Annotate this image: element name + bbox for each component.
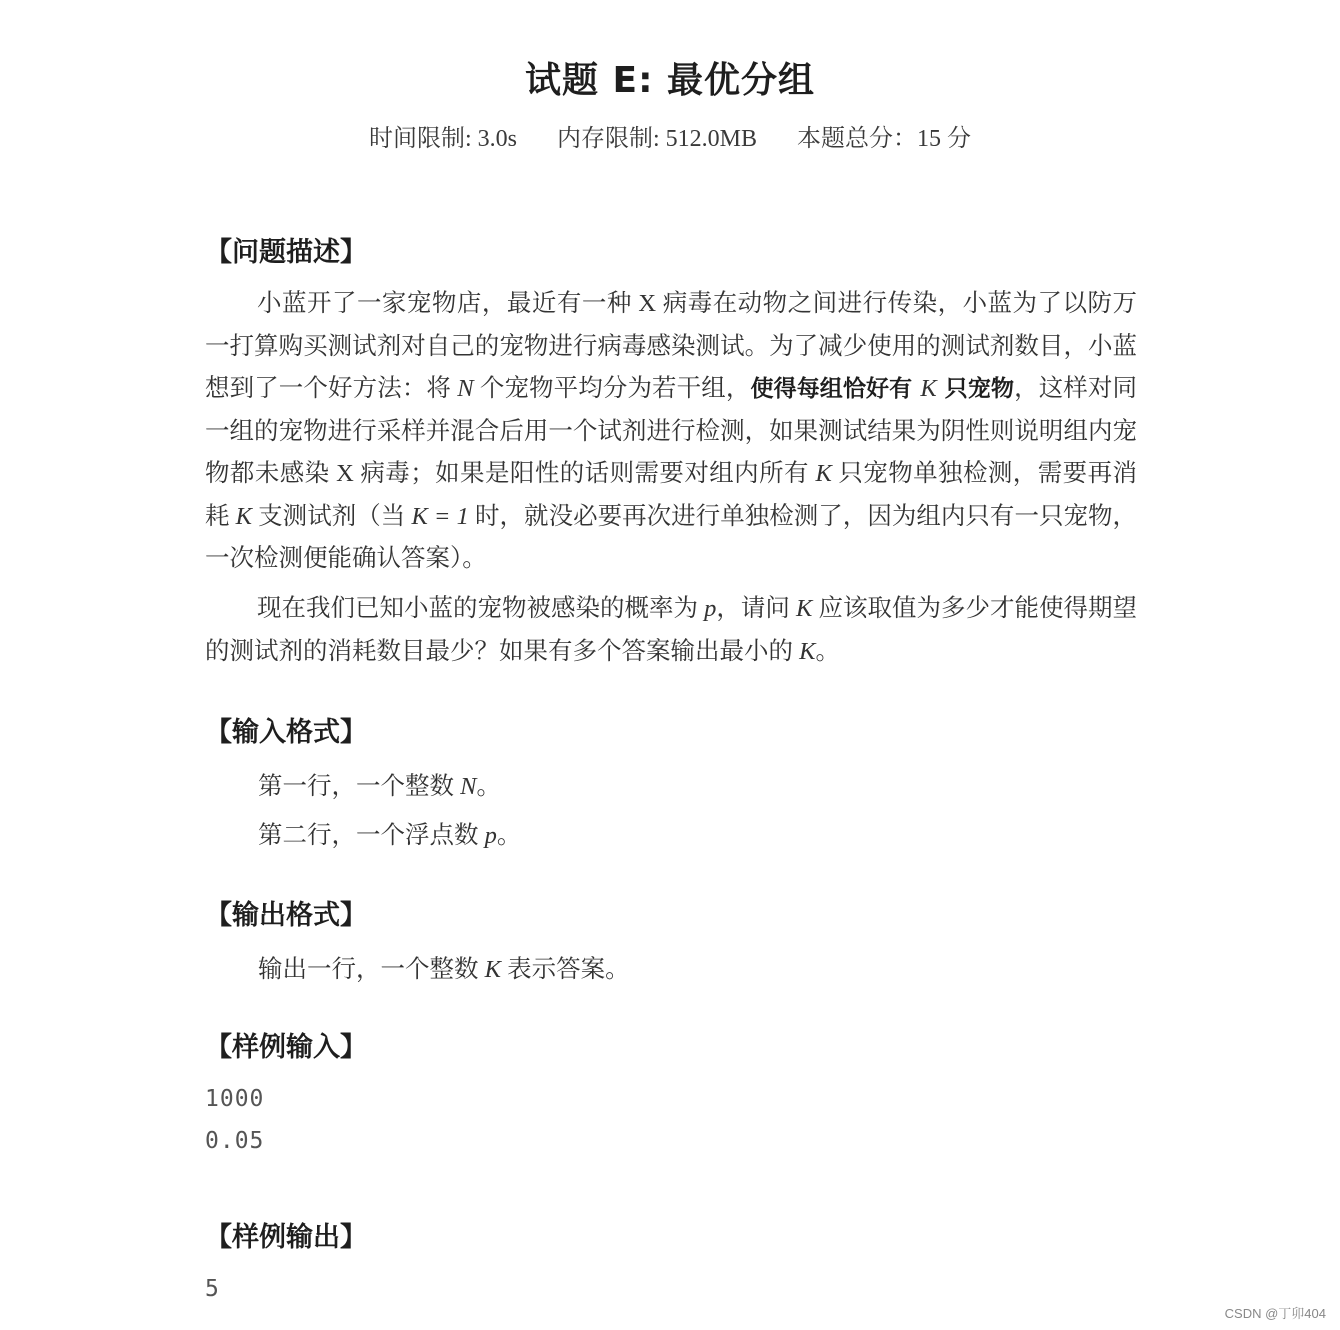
sample-output-line-1: 5 (205, 1276, 220, 1302)
time-limit: 时间限制: 3.0s (368, 126, 517, 152)
input-format-line-1: 第一行，一个整数 N。 (258, 773, 501, 800)
description-paragraph-2: 现在我们已知小蓝的宠物被感染的概率为 p，请问 K 应该取值为多少才能使得期望的测试剂的消耗数目最少？如果有多个答案输出最小的 K。 (205, 595, 1138, 665)
problem-meta (0, 118, 1340, 153)
var-n: N (457, 375, 474, 402)
total-score: 本题总分：15 分 (797, 126, 972, 152)
sample-output-heading: 【样例输出】 (205, 1222, 367, 1253)
sample-input-line-2: 0.05 (205, 1128, 265, 1154)
description-paragraph-1: 小蓝开了一家宠物店，最近有一种 X 病毒在动物之间进行传染，小蓝为了以防万一打算购买测试剂对自己的宠物进行病毒感染测试。为了减少使用的测试剂数目，小蓝想到了一个好方法：将 N 个宠物平均分为若干组，使得每组恰好有 K 只宠物，这样对同一组的宠物进行采样并混合后用一个试剂进行检测，如果测试结果为阴性则说明组内宠物都未感染 X 病毒；如果是阳性的话则需要对组内所有 K 只宠物单独检测，需要再消耗 K 支测试剂（当 K = 1 时，就没必要再次进行单独检测了，因为组内只有一只宠物，一次检测便能确认答案）。 (205, 290, 1138, 572)
sample-input-heading: 【样例输入】 (205, 1032, 367, 1063)
watermark: CSDN @丁卯404 (1224, 1306, 1326, 1321)
sample-input-line-1: 1000 (205, 1086, 265, 1112)
description-heading: 【问题描述】 (205, 237, 367, 268)
input-format-heading: 【输入格式】 (205, 717, 367, 748)
problem-title: 试题 E: 最优分组 (524, 60, 816, 101)
memory-limit: 内存限制: 512.0MB (557, 126, 758, 152)
output-format-line-1: 输出一行，一个整数 K 表示答案。 (258, 956, 630, 983)
output-format-heading: 【输出格式】 (205, 900, 367, 931)
input-format-line-2: 第二行，一个浮点数 p。 (258, 822, 522, 849)
